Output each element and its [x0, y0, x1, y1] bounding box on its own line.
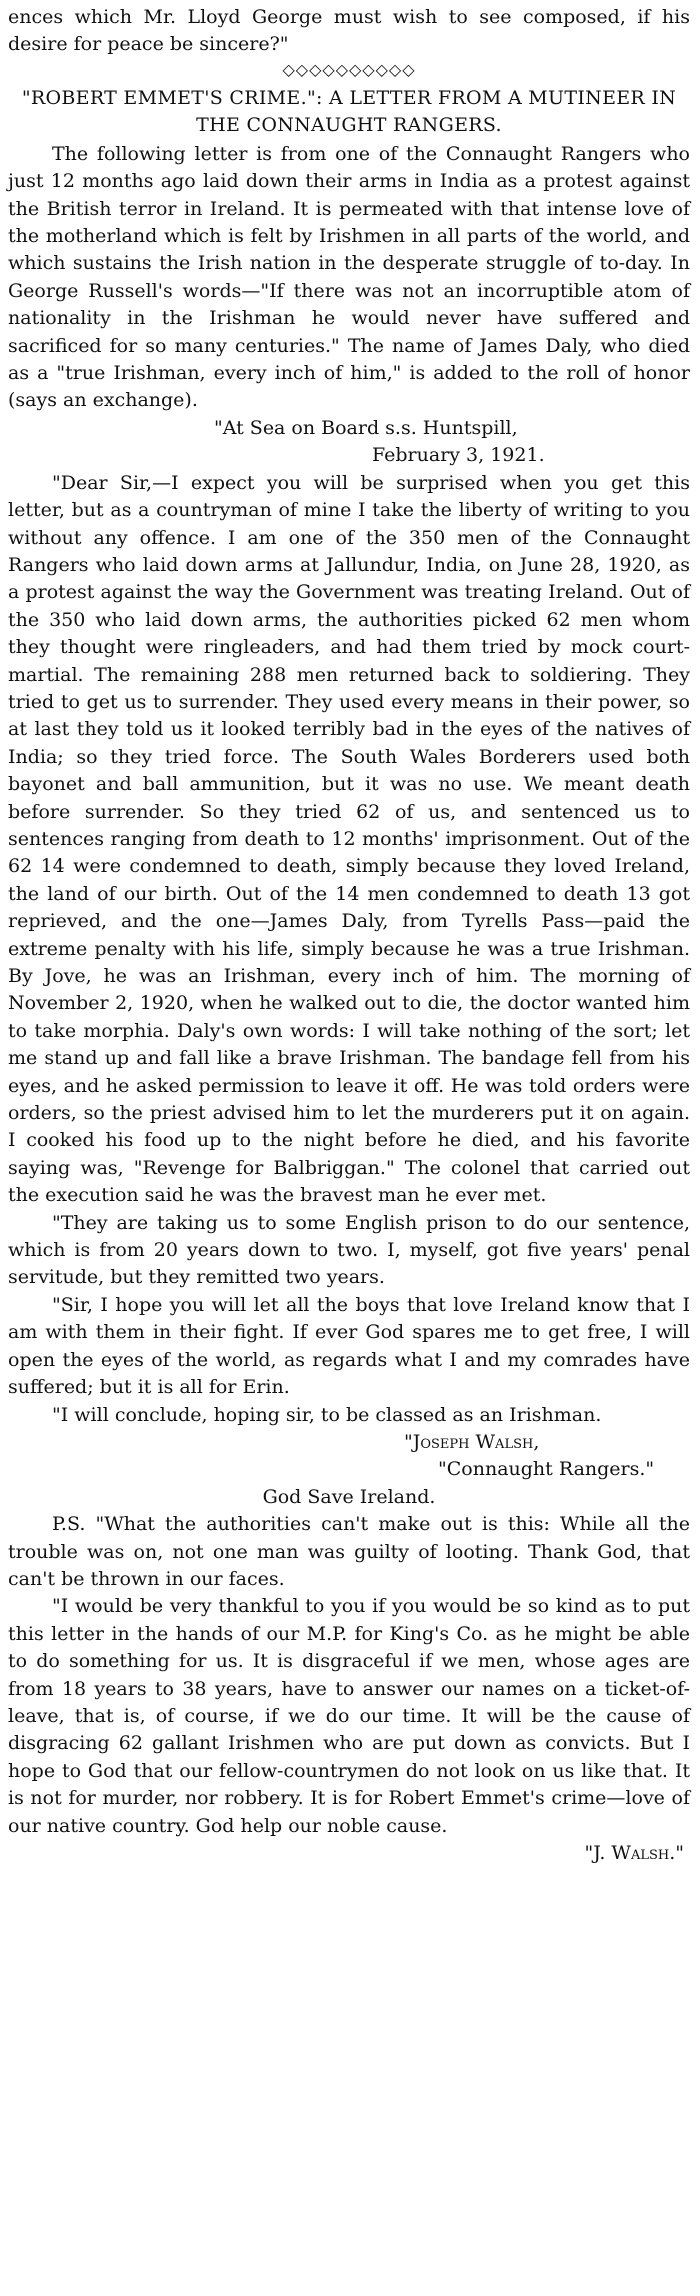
- letter-paragraph-4: "I will conclude, hoping sir, to be classed as an Irishman.: [52, 1403, 602, 1426]
- letter-dateline-date: February 3, 1921.: [372, 444, 545, 467]
- signature-name: "Joseph Walsh,: [404, 1430, 540, 1453]
- letter-dateline-place: "At Sea on Board s.s. Huntspill,: [214, 416, 518, 439]
- article-headline: "ROBERT EMMET'S CRIME.": A LETTER FROM A MUTINEER IN THE CONNAUGHT RANGERS.: [21, 86, 677, 136]
- section-divider-ornament: ◇◇◇◇◇◇◇◇◇◇: [282, 59, 416, 79]
- letter-paragraph-3: "Sir, I hope you will let all the boys that love Ireland know that I am with them in their fight. If ever God spares me to get free, I will open the eyes of the world, as regards what I and my comrades have suffered; but it is all for Erin.: [8, 1293, 690, 1399]
- god-save-ireland-line: God Save Ireland.: [262, 1485, 436, 1508]
- intro-paragraph: The following letter is from one of the Connaught Rangers who just 12 months ago laid down their arms in India as a protest against the British terror in Ireland. It is permeated with that intense love of the motherland which is felt by Irishmen in all parts of the world, and which sustains the Irish nation in the desperate struggle of to-day. In George Russell's words—"If there was not an incorruptible atom of nationality in the Irishman he would never have suffered and sacrificed for so many centuries." The name of James Daly, who died as a "true Irishman, every inch of him," is added to the roll of honor (says an exchange).: [8, 142, 690, 412]
- letter-paragraph-1: "Dear Sir,—I expect you will be surprised when you get this letter, but as a countryman of mine I take the liberty of writing to you without any offence. I am one of the 350 men of the Connaught Rangers who laid down arms at Jallundur, India, on June 28, 1920, as a protest against the way the Government was treating Ireland. Out of the 350 who laid down arms, the authorities picked 62 men whom they thought were ringleaders, and had them tried by mock court-martial. The remaining 288 men returned back to soldiering. They tried to get us to surrender. They used every means in their power, so at last they told us it looked terribly bad in the eyes of the natives of India; so they tried force. The South Wales Borderers used both bayonet and ball ammunition, but it was no use. We meant death before surrender. So they tried 62 of us, and sentenced us to sentences ranging from death to 12 months' imprisonment. Out of the 62 14 were condemned to death, simply because they loved Ireland, the land of our birth. Out of the 14 men condemned to death 13 got reprieved, and the one—James Daly, from Tyrells Pass—paid the extreme penalty with his life, simply because he was a true Irishman. By Jove, he was an Irishman, every inch of him. The morning of November 2, 1920, when he walked out to die, the doctor wanted him to take morphia. Daly's own words: I will take nothing of the sort; let me stand up and fall like a brave Irishman. The bandage fell from his eyes, and he asked permission to leave it off. He was told orders were orders, so the priest advised him to let the murderers put it on again. I cooked his food up to the night before he died, and his favorite saying was, "Revenge for Balbriggan." The colonel that carried out the execution said he was the bravest man he ever met.: [8, 471, 690, 1207]
- postscript-paragraph-2: "I would be very thankful to you if you would be so kind as to put this letter in the hands of our M.P. for King's Co. as he might be able to do something for us. It is disgraceful if we men, whose ages are from 18 years to 38 years, have to answer our names on a ticket-of-leave, that is, of course, if we do our time. It will be the cause of disgracing 62 gallant Irishmen who are put down as convicts. But I hope to God that our fellow-countrymen do not look on us like that. It is not for murder, nor robbery. It is for Robert Emmet's crime—love of our native country. God help our noble cause.: [8, 1595, 690, 1837]
- letter-paragraph-2: "They are taking us to some English prison to do our sentence, which is from 20 years down to two. I, myself, got five years' penal servitude, but they remitted two years.: [8, 1211, 690, 1289]
- signature-unit: "Connaught Rangers.": [438, 1458, 655, 1481]
- postscript-paragraph-1: P.S. "What the authorities can't make out is this: While all the trouble was on, not one man was guilty of looting. Thank God, that can't be thrown in our faces.: [8, 1513, 690, 1590]
- continued-text-fragment: ences which Mr. Lloyd George must wish to see composed, if his desire for peace be sincere?": [8, 6, 690, 56]
- final-signature: "J. Walsh.": [584, 1842, 684, 1864]
